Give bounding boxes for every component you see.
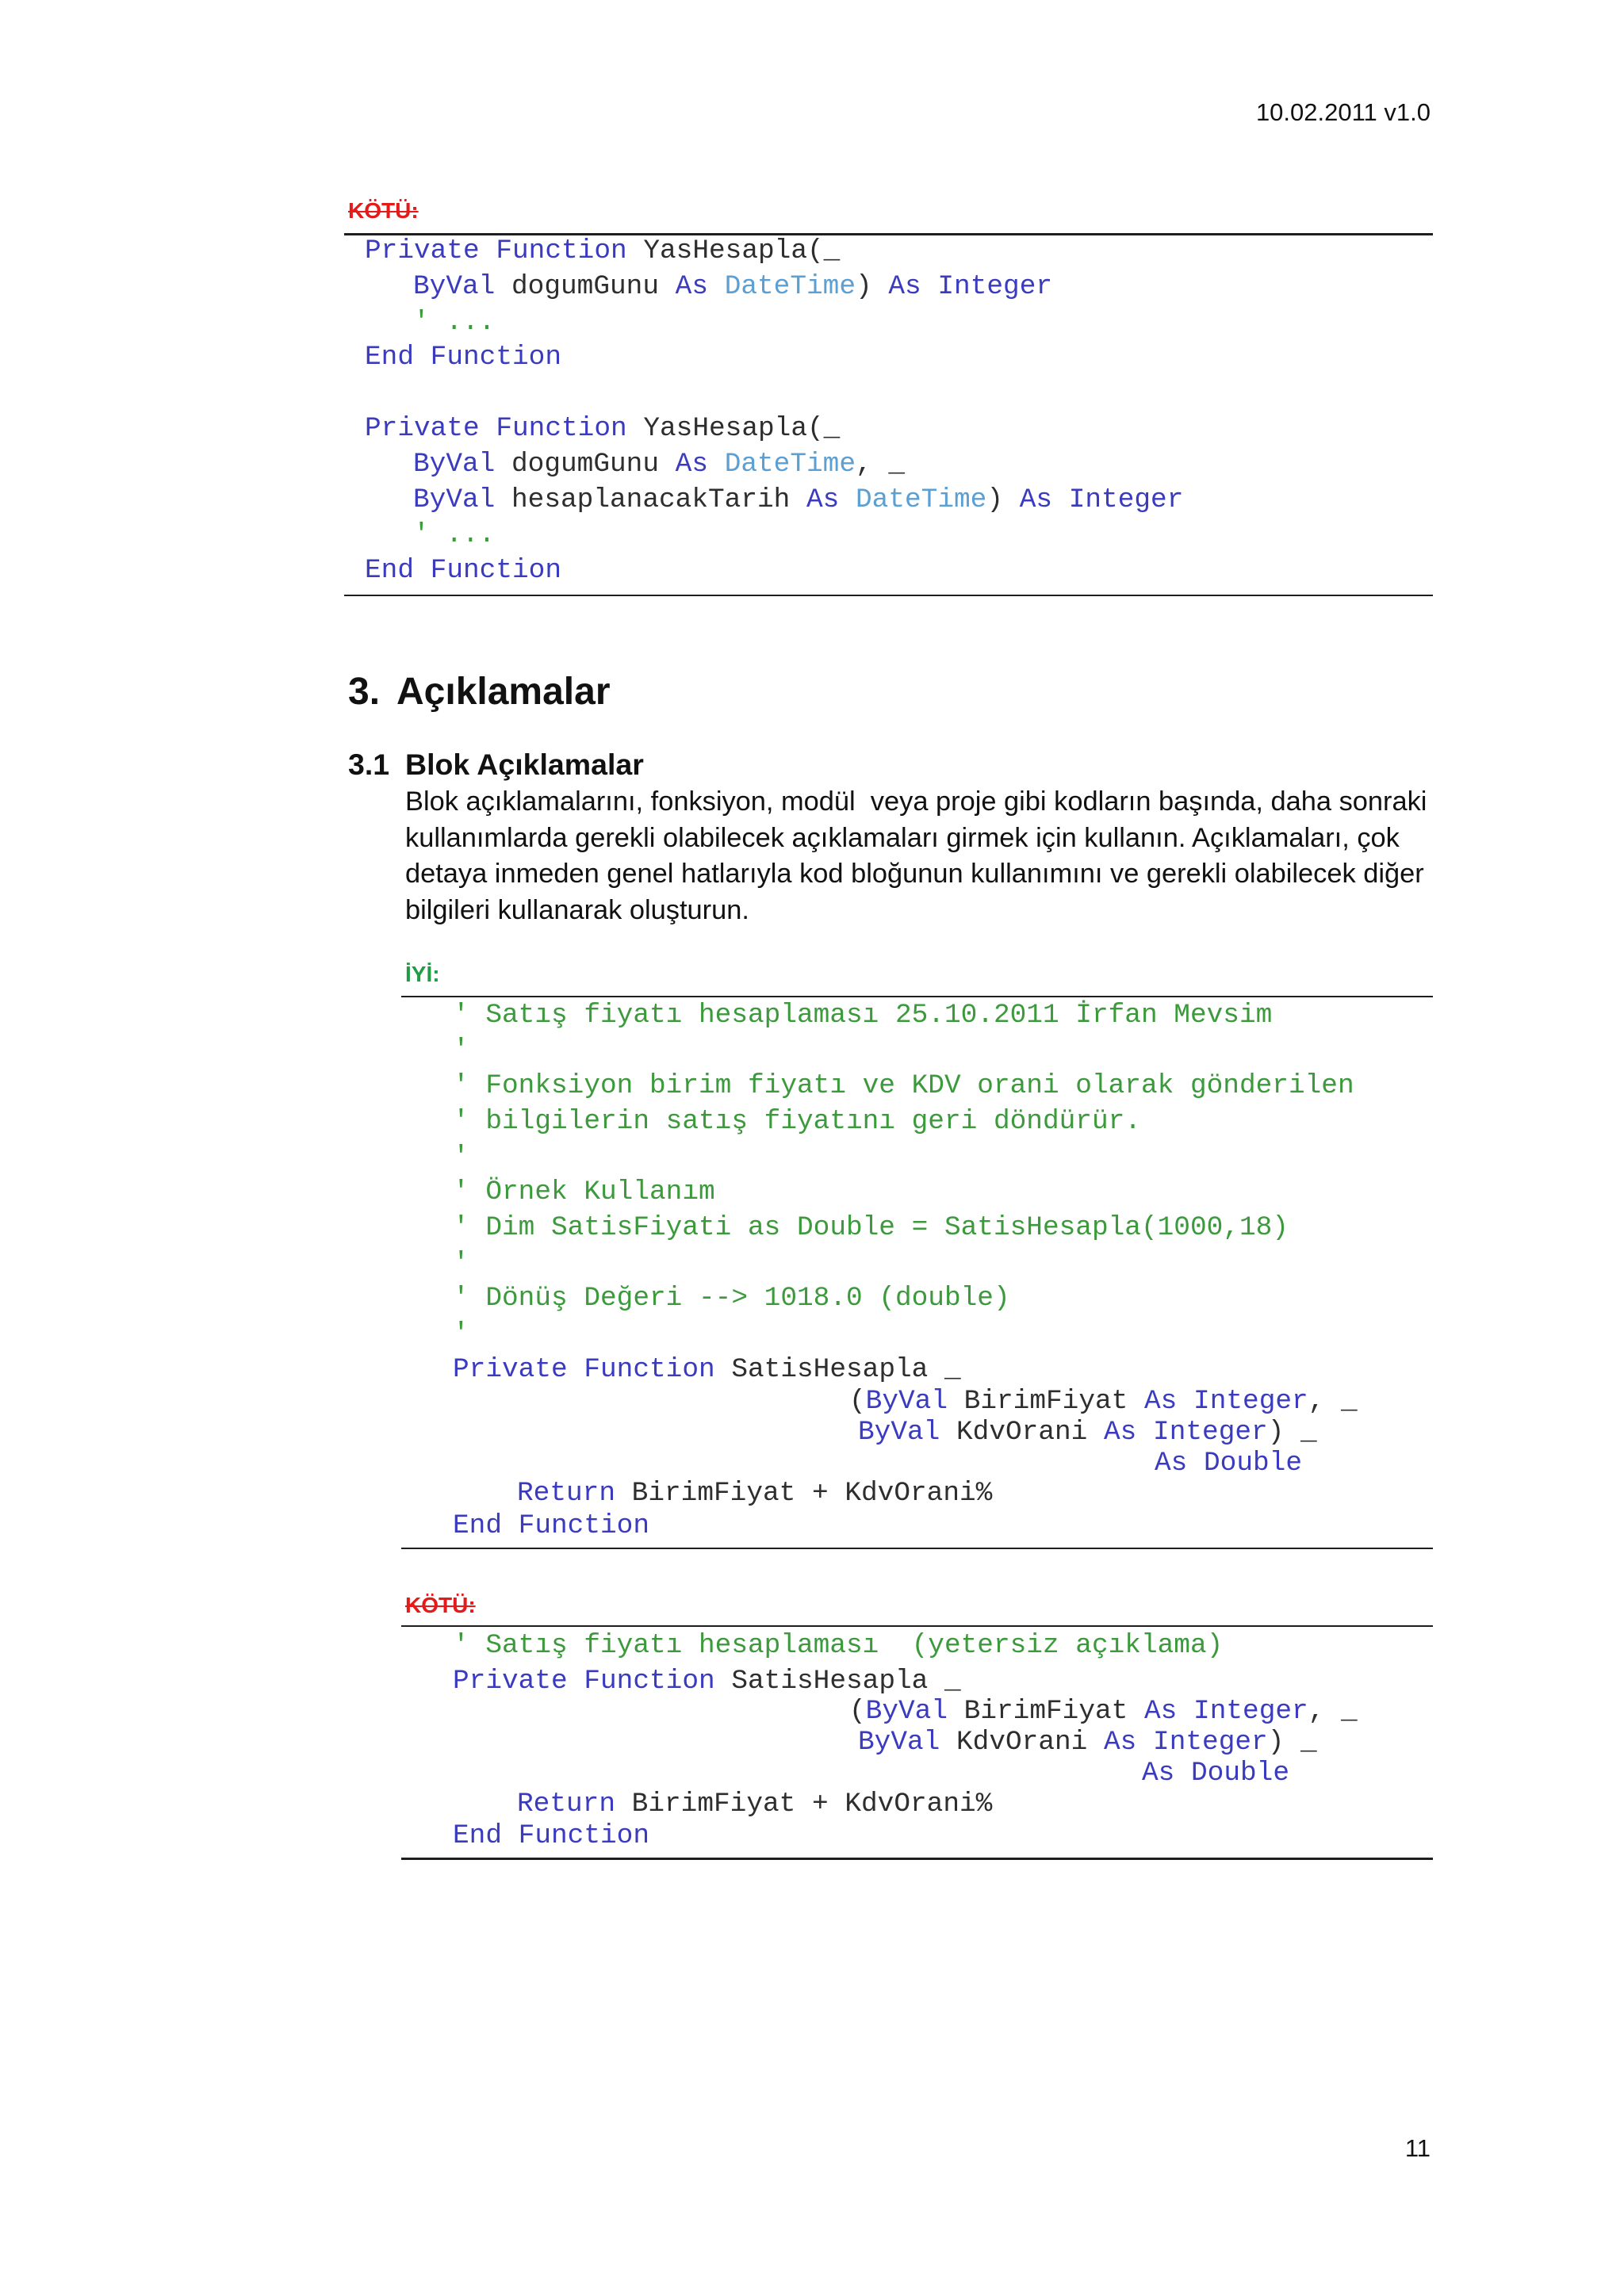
- code-text: ): [856, 271, 889, 302]
- bad-example-label: KÖTÜ:: [348, 198, 419, 223]
- code-text: BirimFiyat: [948, 1696, 1145, 1728]
- code-text: , _: [856, 448, 906, 480]
- code-comment: ' Fonksiyon birim fiyatı ve KDV orani olarak gönderilen: [453, 1070, 1354, 1102]
- code-block-bottom-rule: [401, 1548, 1433, 1549]
- code-keyword: As: [888, 271, 921, 302]
- code-text: dogumGunu: [495, 271, 676, 302]
- code-text: SatisHesapla _: [714, 1665, 961, 1697]
- code-keyword: As: [675, 271, 709, 302]
- section-number: 3.: [348, 671, 381, 713]
- code-text: [1136, 1417, 1153, 1448]
- code-text: KdvOrani: [940, 1727, 1105, 1758]
- body-paragraph: [405, 784, 1427, 928]
- code-line: [453, 1246, 469, 1282]
- good-example-label: İYİ:: [405, 962, 440, 986]
- code-keyword: End: [365, 555, 414, 586]
- code-text: ): [986, 484, 1020, 515]
- code-comment: ' Örnek Kullanım: [453, 1177, 715, 1208]
- code-type-name: DateTime: [724, 448, 856, 480]
- code-text: [568, 1666, 584, 1697]
- code-keyword: Integer: [1153, 1416, 1268, 1448]
- code-comment: ': [453, 1035, 469, 1066]
- code-keyword: Function: [584, 1353, 715, 1385]
- code-text: SatisHesapla _: [714, 1353, 961, 1385]
- code-keyword: Private: [365, 235, 480, 266]
- code-comment: ' Satış fiyatı hesaplaması (yetersiz açıklama): [453, 1630, 1224, 1662]
- code-text: , _: [1308, 1696, 1358, 1728]
- code-keyword: ByVal: [858, 1416, 940, 1448]
- code-line: [453, 1509, 649, 1544]
- code-keyword: As: [1144, 1386, 1178, 1418]
- code-text: [1187, 1448, 1204, 1479]
- code-line: [413, 270, 1052, 305]
- code-comment: ' bilgilerin satış fiyatını geri döndürür.: [453, 1105, 1141, 1137]
- code-text: BirimFiyat: [948, 1386, 1145, 1418]
- code-text: [502, 1820, 519, 1851]
- code-text: ) _: [1267, 1727, 1317, 1758]
- code-comment: ' ...: [413, 306, 496, 338]
- code-text: [839, 484, 856, 515]
- code-text: (: [849, 1696, 866, 1728]
- code-line: [365, 553, 561, 589]
- code-keyword: As: [1155, 1447, 1188, 1479]
- code-keyword: Private: [365, 413, 480, 444]
- code-keyword: As: [1019, 484, 1053, 515]
- code-type-name: DateTime: [856, 484, 987, 515]
- code-text: hesaplanacakTarih: [495, 484, 806, 515]
- code-keyword: Integer: [937, 271, 1053, 302]
- code-comment: ' ...: [413, 519, 496, 551]
- code-keyword: Integer: [1153, 1727, 1268, 1758]
- subsection-title: Blok Açıklamalar: [405, 747, 644, 781]
- code-keyword: Function: [430, 342, 561, 373]
- code-text: [480, 413, 496, 444]
- code-keyword: ByVal: [865, 1386, 948, 1418]
- code-keyword: As: [1142, 1758, 1175, 1789]
- code-text: , _: [1308, 1386, 1358, 1418]
- code-text: [1136, 1727, 1153, 1758]
- code-text: [480, 235, 496, 266]
- code-line: [1142, 1756, 1289, 1792]
- code-keyword: Function: [518, 1820, 649, 1852]
- code-text: YasHesapla(_: [626, 413, 841, 444]
- code-comment: ': [453, 1247, 469, 1279]
- code-text: dogumGunu: [495, 448, 676, 480]
- code-keyword: End: [453, 1510, 502, 1541]
- code-keyword: Integer: [1193, 1696, 1308, 1728]
- paragraph-line: Blok açıklamalarını, fonksiyon, modül veya proje gibi kodların başında, daha sonraki: [405, 786, 1427, 817]
- code-keyword: ByVal: [413, 484, 496, 515]
- code-comment: ' Dönüş Değeri --> 1018.0 (double): [453, 1283, 1010, 1314]
- code-comment: ' Satış fiyatı hesaplaması 25.10.2011 İrfan Mevsim: [453, 999, 1273, 1031]
- code-line: [453, 1140, 469, 1176]
- paragraph-line: detaya inmeden genel hatlarıyla kod bloğunun kullanımını ve gerekli olabilecek diğer: [405, 859, 1424, 889]
- code-keyword: Private: [453, 1665, 568, 1697]
- code-text: [414, 342, 431, 373]
- code-keyword: Function: [496, 413, 627, 444]
- code-line: [453, 1317, 469, 1353]
- code-keyword: As: [806, 484, 840, 515]
- code-line: [453, 1069, 1354, 1104]
- code-keyword: As: [1144, 1696, 1178, 1728]
- paragraph-line: bilgileri kullanarak oluşturun.: [405, 894, 749, 925]
- section-title: Açıklamalar: [396, 671, 611, 713]
- code-text: [568, 1354, 584, 1385]
- code-line: [413, 305, 495, 341]
- code-keyword: Return: [517, 1788, 615, 1820]
- code-keyword: Function: [518, 1510, 649, 1541]
- code-line: [413, 518, 495, 553]
- code-text: YasHesapla(_: [626, 235, 841, 266]
- code-text: [1177, 1696, 1193, 1727]
- code-block-bottom-rule: [401, 1858, 1433, 1859]
- code-keyword: Integer: [1193, 1386, 1308, 1418]
- code-keyword: Function: [430, 555, 561, 586]
- code-type-name: DateTime: [724, 271, 856, 302]
- code-text: BirimFiyat + KdvOrani%: [615, 1478, 993, 1510]
- code-line: [517, 1787, 992, 1823]
- code-text: ) _: [1267, 1416, 1317, 1448]
- code-text: KdvOrani: [940, 1416, 1105, 1448]
- subsection-number: 3.1: [348, 747, 390, 781]
- code-line: [1155, 1446, 1302, 1482]
- code-keyword: Function: [584, 1665, 715, 1697]
- code-line: [453, 1819, 649, 1854]
- code-keyword: End: [365, 342, 414, 373]
- code-line: [453, 1281, 1010, 1317]
- code-keyword: Private: [453, 1353, 568, 1385]
- code-comment: ' Dim SatisFiyati as Double = SatisHesapla(1000,18): [453, 1211, 1289, 1243]
- code-text: [708, 449, 725, 480]
- code-keyword: Function: [496, 235, 627, 266]
- code-line: [413, 447, 905, 483]
- code-text: [921, 271, 938, 302]
- code-keyword: As: [1104, 1727, 1137, 1758]
- version-stamp: 10.02.2011 v1.0: [1255, 98, 1431, 126]
- code-text: (: [849, 1386, 866, 1418]
- code-keyword: ByVal: [865, 1696, 948, 1728]
- code-line: [413, 483, 1183, 519]
- code-line: [453, 1033, 469, 1069]
- code-line: [453, 1353, 961, 1388]
- code-keyword: Double: [1204, 1447, 1303, 1479]
- code-block-top-rule: [401, 1625, 1433, 1627]
- code-keyword: ByVal: [413, 448, 496, 480]
- code-block-bottom-rule: [344, 595, 1433, 596]
- code-line: [453, 1175, 715, 1211]
- bad-example-label: KÖTÜ:: [405, 1593, 476, 1617]
- page-number: 11: [1404, 2134, 1431, 2162]
- code-text: [414, 555, 431, 586]
- code-text: [502, 1510, 519, 1541]
- code-line: [453, 998, 1272, 1034]
- code-comment: ': [453, 1318, 469, 1349]
- code-line: [453, 1104, 1141, 1140]
- code-keyword: Double: [1191, 1758, 1290, 1789]
- code-line: [453, 1211, 1289, 1246]
- code-line: [365, 340, 561, 376]
- code-keyword: End: [453, 1820, 502, 1852]
- code-line: [365, 234, 840, 270]
- code-keyword: ByVal: [858, 1727, 940, 1758]
- code-text: [1174, 1758, 1191, 1789]
- code-line: [365, 411, 840, 447]
- code-keyword: As: [675, 448, 709, 480]
- code-keyword: Integer: [1068, 484, 1184, 515]
- code-text: [1177, 1386, 1193, 1417]
- paragraph-line: kullanımlarda gerekli olabilecek açıklamaları girmek için kullanın. Açıklamaları, çok: [405, 822, 1400, 853]
- code-keyword: Return: [517, 1478, 615, 1510]
- code-keyword: ByVal: [413, 271, 496, 302]
- code-text: [708, 271, 725, 302]
- code-text: BirimFiyat + KdvOrani%: [615, 1788, 993, 1820]
- code-text: [1052, 484, 1069, 515]
- code-comment: ': [453, 1141, 469, 1173]
- code-keyword: As: [1104, 1416, 1137, 1448]
- code-line: [517, 1476, 992, 1512]
- code-line: [453, 1628, 1223, 1664]
